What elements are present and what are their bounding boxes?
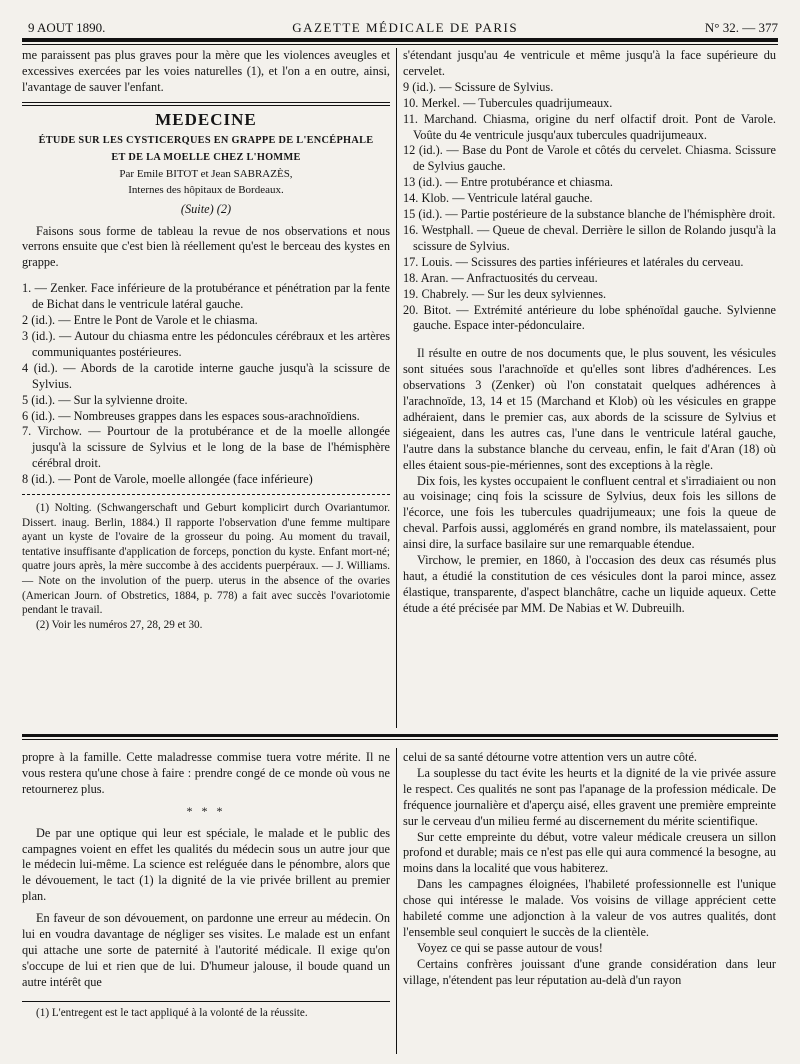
intro-paragraph: me paraissent pas plus graves pour la mère que les violences aveugles et excessives exercées par les voies naturelles (1), et l'on a en outre, ainsi, l'avantage de sauver l'enfant.	[22, 48, 390, 94]
article-authors: Par Emile BITOT et Jean SABRAZÈS,	[119, 167, 293, 180]
observation-item: 3 (id.). — Autour du chiasma entre les pédoncules cérébraux et les artères communiquantes postérieures.	[22, 328, 390, 359]
observation-item: 6 (id.). — Nombreuses grappes dans les espaces sous-arachnoïdiens.	[22, 408, 360, 423]
feuilleton-paragraph: De par une optique qui leur est spéciale, le malade et le public des campagnes voient en effet les qualités du médecin sous un autre jour que le médecin lui-même. La science est reléguée dans le pénombre, alors que le dévouement, le tact (1) la dignité de la vie privée brillent au premier plan.	[22, 825, 390, 904]
footnote-divider	[22, 494, 390, 495]
header-rule	[22, 38, 778, 42]
observation-item: 17. Louis. — Scissures des parties inférieures et latérales du cerveau.	[403, 254, 744, 269]
column-rule-bottom	[396, 748, 397, 1054]
feuilleton-paragraph: celui de sa santé détourne votre attention vers un autre côté.	[403, 750, 697, 764]
observation-item: 5 (id.). — Sur la sylvienne droite.	[22, 392, 188, 407]
article-subtitle-2: ET DE LA MOELLE CHEZ L'HOMME	[111, 151, 301, 163]
observation-item: 9 (id.). — Scissure de Sylvius.	[403, 79, 554, 94]
feuilleton-paragraph: Dans les campagnes éloignées, l'habileté professionnelle est l'unique chose qui intéresse le malade. Vos voisins de village apprécient cette habileté comme une adjonction à la valeur de vos autres qualités, dont l'ensemble seul conquiert le succès de la clientèle.	[403, 877, 776, 939]
observation-item: 15 (id.). — Partie postérieure de la substance blanche de l'hémisphère droit.	[403, 207, 776, 222]
page-header	[28, 14, 778, 36]
footnote-2: (2) Voir les numéros 27, 28, 29 et 30.	[36, 618, 203, 631]
feuilleton-paragraph: La souplesse du tact évite les heurts et la dignité de la vie privée assure le respect. Ces qualités ne sont pas l'apanage de la profession médicale. De fréquence journalière et d'aperçu aisé, elles gravent une première empreinte sur le cerveau d'un milieu fermé au discernement du mérite scientifique.	[403, 765, 776, 828]
journal-title: GAZETTE MÉDICALE DE PARIS	[292, 20, 519, 35]
observation-item: 2 (id.). — Entre le Pont de Varole et le chiasma.	[22, 313, 258, 328]
observation-item: 18. Aran. — Anfractuosités du cerveau.	[403, 270, 598, 285]
observation-item: 16. Westphall. — Queue de cheval. Derrière le sillon de Rolando jusqu'à la scissure de Sylvius.	[403, 222, 776, 253]
article-suite: (Suite) (2)	[180, 201, 232, 216]
article-subtitle-1: ÉTUDE SUR LES CYSTICERQUES EN GRAPPE DE L'ENCÉPHALE	[38, 134, 374, 146]
continued-text: s'étendant jusqu'au 4e ventricule et même jusqu'à la face supérieure du cervelet.	[403, 48, 776, 78]
observation-list-left	[22, 281, 390, 488]
header-rule-thin	[22, 44, 778, 45]
body-paragraph: Il résulte en outre de nos documents que, le plus souvent, les vésicules sont situées sous l'arachnoïde et qu'elles sont libres d'adhérences. Les observations 3 (Zenker) où l'on constatait quelques adhérences à l'arachnoïde, 13, 14 et 15 (Marchand et Klob) où les vésicules en grappe adhéraient, dans le premier cas, aux abords de la scissure de Sylvius et siégeaient, dans les autres cas, l'une dans le ventricule latéral gauche, l'autre dans la substance blanche du cerveau, enfin, le fait d'Aran (18) où elles étaient sous-pie-mériennes, sont des exceptions à la règle.	[403, 346, 776, 472]
footnote-divider	[22, 1001, 390, 1002]
observation-item: 10. Merkel. — Tubercules quadrijumeaux.	[403, 95, 613, 110]
observation-item: 20. Bitot. — Extrémité antérieure du lobe sphénoïdal gauche. Sylvienne gauche. Espace inter-pédonculaire.	[403, 302, 776, 333]
section-stars: * * *	[186, 803, 226, 818]
observation-list-right	[403, 80, 776, 335]
article-affiliation: Internes des hôpitaux de Bordeaux.	[128, 183, 284, 196]
feuilleton-paragraph: Certains confrères jouissant d'une grande considération dans leur village, n'étendent pas leur réputation au-delà d'un rayon	[403, 956, 776, 987]
page-number: N° 32. — 377	[704, 20, 778, 35]
observation-item: 4 (id.). — Abords de la carotide interne gauche jusqu'à la scissure de Sylvius.	[22, 360, 390, 391]
observation-item: 7. Virchow. — Pourtour de la protubérance et de la moelle allongée jusqu'à la scissure de Sylvius et le long de la base de l'hémisphère cérébral droit.	[22, 424, 390, 471]
body-paragraph: Dix fois, les kystes occupaient le confluent central et s'irradiaient ou non au voisinage; cinq fois la scissure de Sylvius, deux fois les sillons de l'écorce, une fois les tubercules quadrijumeaux; une fois la queue de cheval. Parfois aussi, agglomérés en grand nombre, ils matelassaient, pour ainsi dire, la surface basilaire sur une remarquable étendue.	[403, 473, 776, 552]
observation-item: 1. — Zenker. Face inférieure de la protubérance et pénétration par la fente de Bichat dans le ventricule latéral gauche.	[22, 281, 390, 312]
section-title: MEDECINE	[155, 109, 257, 129]
observation-item: 19. Chabrely. — Sur les deux sylviennes.	[403, 286, 607, 301]
footnote-1: (1) Nolting. (Schwangerschaft und Geburt komplicirt durch Ovariantumor. Dissert. inaug. Berlin, 1884.) Il rapporte l'observation d'une femme multipare ayant un kyste de l'ovaire de la grosseur du poing. Au moment du travail, tentative insuffisante d'application de forceps, ponction du kyste. Enfant mort-né; quatre jours après, la mère succombe à des accidents puerpéraux. — J. Williams. — Note on the involution of the puerp. uterus in the absence of the ovaries (American Journ. of Obstretics, 1884, p. 778) a fait avec succès l'ovariotomie pendant le travail.	[22, 502, 390, 617]
feuilleton-paragraph: En faveur de son dévouement, on pardonne une erreur au médecin. On lui en voudra davantage de négliger ses visites. Le malade est un enfant qui attache une sorte de paternité à l'autorité médicale. Il exige qu'on s'occupe de lui et rien que de lui. D'humeur jalouse, il boude quand un autre intérêt que	[22, 911, 390, 989]
bottom-right-column	[403, 750, 776, 989]
issue-date: 9 AOUT 1890.	[28, 20, 106, 35]
top-left-column	[22, 48, 390, 632]
observation-item: 8 (id.). — Pont de Varole, moelle allongée (face inférieure)	[22, 472, 313, 487]
feuilleton-paragraph: Voyez ce qui se passe autour de vous!	[417, 940, 603, 955]
observation-item: 13 (id.). — Entre protubérance et chiasma.	[403, 175, 613, 190]
feuilleton-paragraph: propre à la famille. Cette maladresse commise tuera votre mérite. Il ne vous restera qu'une chose à faire : prendre congé de ce monde où vous ne retournerez plus.	[22, 750, 390, 796]
feuilleton-footnote: (1) L'entregent est le tact appliqué à la volonté de la réussite.	[36, 1006, 308, 1019]
observation-item: 14. Klob. — Ventricule latéral gauche.	[403, 191, 593, 206]
observation-item: 11. Marchand. Chiasma, origine du nerf olfactif droit. Pont de Varole. Voûte du 4e ventricule jusqu'aux tubercules quadrijumeaux.	[403, 111, 776, 142]
section-divider	[22, 102, 390, 106]
top-right-column	[403, 48, 776, 617]
bottom-left-column	[22, 750, 390, 1020]
column-rule-top	[396, 48, 397, 728]
feuilleton-paragraph: Sur cette empreinte du début, votre valeur médicale creusera un sillon profond et durable; mais ce n'est pas elle qui aura commencé la besogne, au moins dans la localité que vous habiterez.	[403, 829, 776, 876]
observation-item: 12 (id.). — Base du Pont de Varole et côtés du cervelet. Chiasma. Scissure de Sylvius gauche.	[403, 143, 776, 174]
body-paragraph: Virchow, le premier, en 1860, à l'occasion des deux cas résumés plus haut, a étudié la constitution de ces vésicules dont la paroi mince, assez élastique, transparente, d'aspect blanchâtre, cache un liquide aqueux. Cette étude a été précisée par MM. De Nabias et W. Dubreuilh.	[403, 553, 776, 615]
feuilleton-divider-thin	[22, 739, 778, 740]
feuilleton-divider	[22, 734, 778, 737]
lead-paragraph: Faisons sous forme de tableau la revue de nos observations et nous verrons ensuite que c'est bien là réellement qu'est le berceau des kystes en grappe.	[22, 223, 390, 270]
